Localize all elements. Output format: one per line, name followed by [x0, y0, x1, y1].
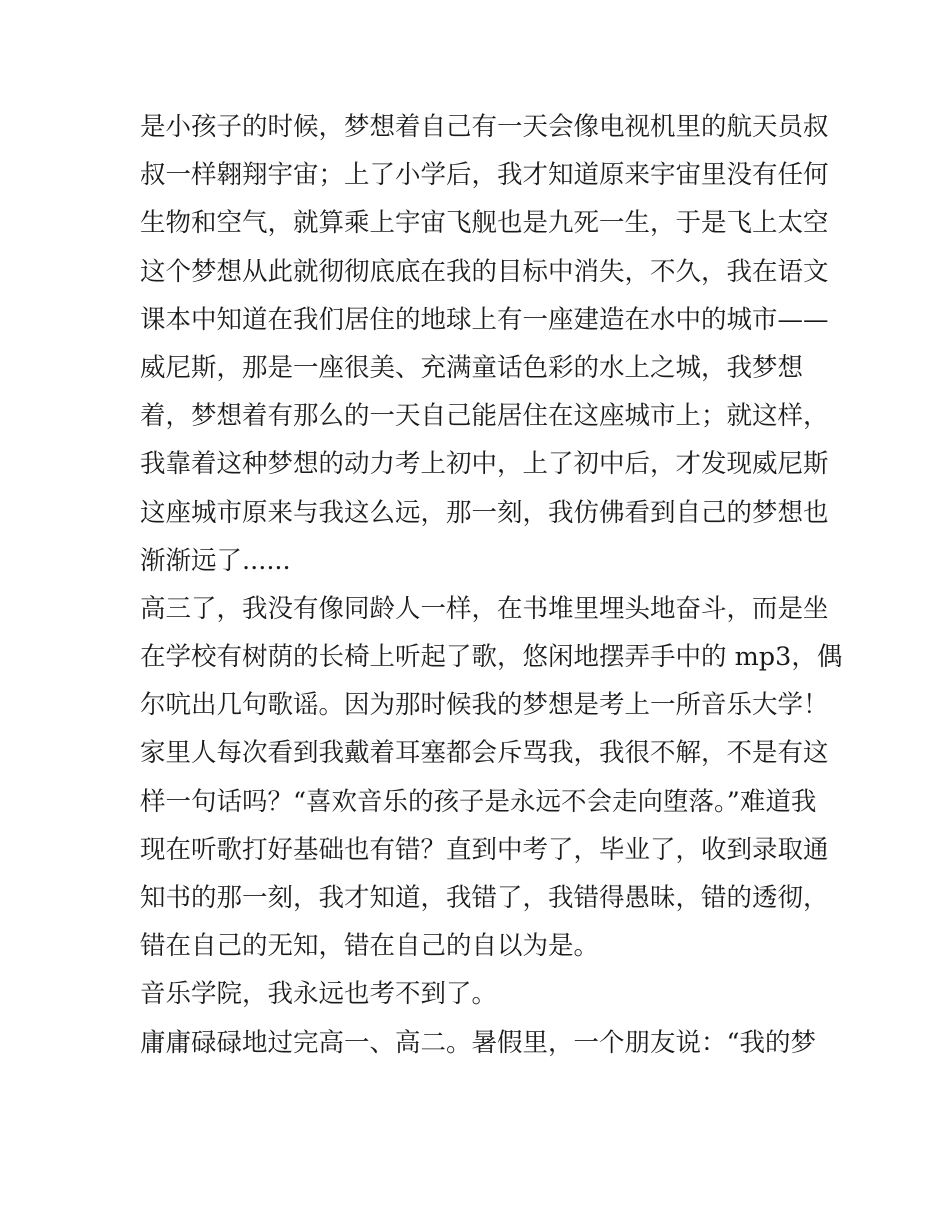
text-line: 这座城市原来与我这么远，那一刻，我仿佛看到自己的梦想也 — [140, 497, 829, 528]
text-line: 在学校有树荫的长椅上听起了歌，悠闲地摆弄手中的 mp3，偶 — [140, 642, 843, 673]
text-line: 是小孩子的时候，梦想着自己有一天会像电视机里的航天员叔 — [140, 112, 829, 142]
text-line: 知书的那一刻，我才知道，我错了，我错得愚昧，错的透彻， — [140, 883, 829, 913]
text-line: 现在听歌打好基础也有错？直到中考了，毕业了，收到录取通 — [140, 834, 829, 865]
text-line: 样一句话吗？“喜欢音乐的孩子是永远不会走向堕落。”难道我 — [140, 786, 817, 817]
text-line: 渐渐远了...... — [140, 545, 291, 576]
text-line: 生物和空气，就算乘上宇宙飞舰也是九死一生，于是飞上太空 — [140, 208, 829, 239]
text-line: 家里人每次看到我戴着耳塞都会斥骂我，我很不解，不是有这 — [140, 738, 829, 769]
text-line: 尔吭出几句歌谣。因为那时候我的梦想是考上一所音乐大学！ — [140, 690, 829, 721]
text-line: 我靠着这种梦想的动力考上初中，上了初中后，才发现威尼斯 — [140, 449, 829, 480]
text-line: 音乐学院，我永远也考不到了。 — [140, 979, 498, 1010]
text-line: 高三了，我没有像同龄人一样，在书堆里埋头地奋斗，而是坐 — [140, 593, 829, 624]
text-line: 着，梦想着有那么的一天自己能居住在这座城市上；就这样， — [140, 401, 829, 432]
text-line: 课本中知道在我们居住的地球上有一座建造在水中的城市—— — [140, 304, 829, 335]
document-body — [140, 103, 843, 1067]
text-line: 叔一样翱翔宇宙；上了小学后，我才知道原来宇宙里没有任何 — [140, 160, 829, 191]
text-line: 这个梦想从此就彻彻底底在我的目标中消失，不久，我在语文 — [140, 256, 829, 287]
text-line: 威尼斯，那是一座很美、充满童话色彩的水上之城，我梦想 — [140, 352, 804, 383]
text-line: 错在自己的无知，错在自己的自以为是。 — [140, 931, 600, 962]
text-line: 庸庸碌碌地过完高一、高二。暑假里，一个朋友说：“我的梦 — [140, 1027, 817, 1058]
